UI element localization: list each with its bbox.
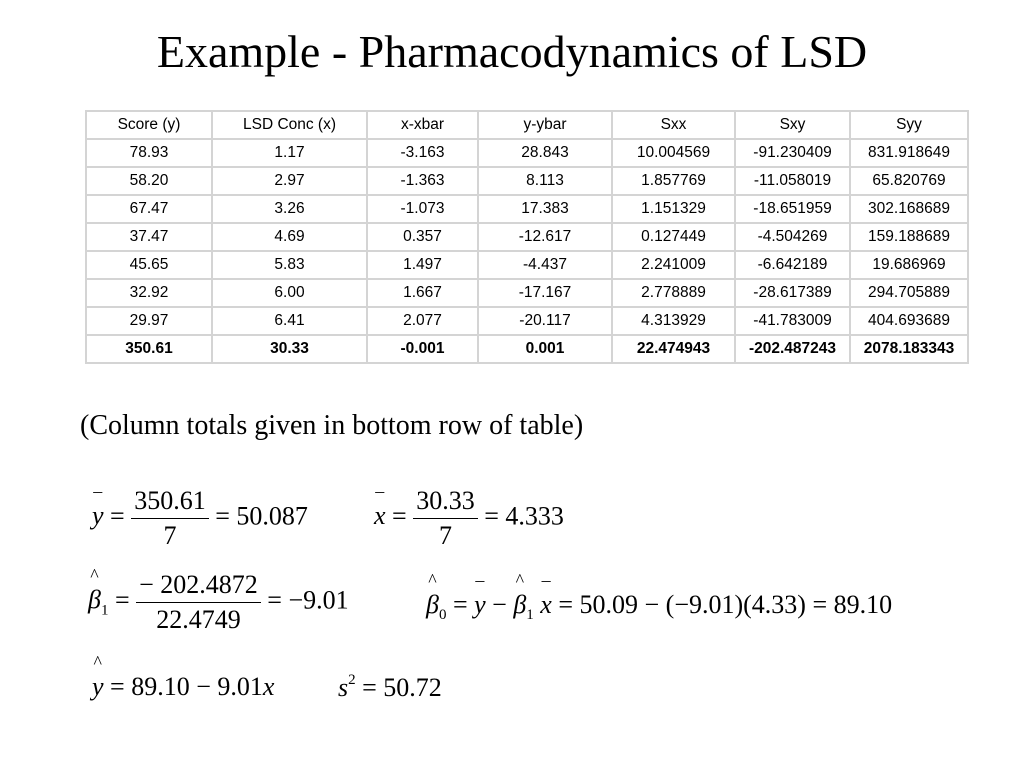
total-cell: 22.474943 [612,335,735,363]
table-cell: 2.778889 [612,279,735,307]
beta1-subscript: 1 [526,607,534,623]
xbar-symbol [374,481,386,531]
beta0-rhs: = 50.09 − (−9.01)(4.33) = 89.10 [558,590,893,619]
table-cell: -1.363 [367,167,478,195]
var-x: x [374,501,386,531]
table-cell: 2.241009 [612,251,735,279]
var-x: x [540,590,552,619]
equals-sign: = [392,501,407,531]
table-cell: -18.651959 [735,195,850,223]
table-cell: 4.69 [212,223,367,251]
regression-equation [92,652,275,702]
slide-title: Example - Pharmacodynamics of LSD [156,26,868,77]
table-cell: 1.17 [212,139,367,167]
total-cell: -0.001 [367,335,478,363]
hat-mark: ^ [93,652,102,672]
fraction-numerator: 30.33 [413,486,478,519]
table-cell: 17.383 [478,195,612,223]
header-syy: Syy [850,111,968,139]
table-cell: 1.857769 [612,167,735,195]
header-score: Score (y) [86,111,212,139]
var-s: s [338,673,349,702]
table-row [86,251,968,279]
table-cell: 0.357 [367,223,478,251]
table-cell: 2.97 [212,167,367,195]
table-cell: -41.783009 [735,307,850,335]
table-cell: 29.97 [86,307,212,335]
table-cell: 8.113 [478,167,612,195]
bar-mark: – [541,570,551,590]
total-cell: -202.487243 [735,335,850,363]
minus-sign: − [492,590,507,619]
table-row [86,223,968,251]
xbar-equation [374,481,564,551]
table-cell: 6.41 [212,307,367,335]
table-cell: 1.667 [367,279,478,307]
xbar-symbol [540,570,552,620]
table-cell: 6.00 [212,279,367,307]
total-cell: 350.61 [86,335,212,363]
fraction-denominator: 7 [163,521,177,550]
beta0-equation [426,570,893,624]
bar-mark: – [93,481,103,502]
table-cell: 1.151329 [612,195,735,223]
beta1-subscript: 1 [100,602,109,619]
fraction-denominator: 7 [438,521,452,550]
hat-mark: ^ [90,565,99,586]
table-row [86,279,968,307]
table-cell: 78.93 [86,139,212,167]
table-cell: -17.167 [478,279,612,307]
table-cell: 302.168689 [850,195,968,223]
table-cell: 32.92 [86,279,212,307]
xbar-result: = 4.333 [484,501,564,531]
s-superscript: 2 [348,672,356,688]
table-cell: -91.230409 [735,139,850,167]
beta0-hat-symbol [426,570,439,620]
table-cell: 45.65 [86,251,212,279]
header-sxy: Sxy [735,111,850,139]
table-cell: 1.497 [367,251,478,279]
header-x-xbar: x-xbar [367,111,478,139]
bar-mark: – [375,481,385,502]
beta-symbol: β [88,585,101,615]
column-totals-note: (Column totals given in bottom row of table) [80,410,584,441]
var-y: y [92,672,104,701]
beta-symbol: β [513,590,527,619]
fraction-denominator: 22.4749 [156,605,241,634]
table-cell: -28.617389 [735,279,850,307]
var-y: y [92,501,104,531]
table-row [86,167,968,195]
table-cell: -20.117 [478,307,612,335]
table-cell: 4.313929 [612,307,735,335]
table-cell: 404.693689 [850,307,968,335]
beta1-equation [88,565,349,635]
table-cell: 294.705889 [850,279,968,307]
table-cell: 10.004569 [612,139,735,167]
total-cell: 30.33 [212,335,367,363]
total-cell: 2078.183343 [850,335,968,363]
ybar-symbol [474,570,486,620]
var-x: x [262,672,275,701]
table-cell: 0.127449 [612,223,735,251]
table-cell: 65.820769 [850,167,968,195]
variance-equation [338,672,442,703]
table-row [86,139,968,167]
table-cell: 831.918649 [850,139,968,167]
table-cell: -12.617 [478,223,612,251]
fraction-numerator: − 202.4872 [136,570,261,603]
ybar-fraction [131,486,209,551]
beta-symbol: β [426,590,439,619]
equals-sign: = [452,590,468,619]
beta1-result: = −9.01 [267,585,349,615]
table-cell: -11.058019 [735,167,850,195]
table-cell: -6.642189 [735,251,850,279]
table-cell: -3.163 [367,139,478,167]
beta0-subscript: 0 [438,607,447,623]
equals-sign: = [110,501,125,531]
regression-rhs: = 89.10 − 9.01 [110,672,263,701]
hat-mark: ^ [428,570,437,590]
table-cell: 159.188689 [850,223,968,251]
fraction-numerator: 350.61 [131,486,209,519]
table-cell: -4.504269 [735,223,850,251]
bar-mark: – [475,570,485,590]
variance-rhs: = 50.72 [362,673,442,702]
yhat-symbol [92,652,104,702]
table-row [86,195,968,223]
table-cell: 37.47 [86,223,212,251]
table-cell: 28.843 [478,139,612,167]
table-cell: 2.077 [367,307,478,335]
total-cell: 0.001 [478,335,612,363]
header-y-ybar: y-ybar [478,111,612,139]
table-cell: 5.83 [212,251,367,279]
totals-row [86,335,968,363]
table-cell: -4.437 [478,251,612,279]
beta1-fraction [136,570,261,635]
hat-mark: ^ [515,570,525,590]
table-row [86,307,968,335]
var-y: y [474,590,486,619]
table-cell: 19.686969 [850,251,968,279]
table-cell: -1.073 [367,195,478,223]
header-sxx: Sxx [612,111,735,139]
ybar-symbol [92,481,104,531]
xbar-fraction [413,486,478,551]
ybar-result: = 50.087 [215,501,308,531]
header-lsd-conc: LSD Conc (x) [212,111,367,139]
table-cell: 58.20 [86,167,212,195]
table-header-row [86,111,968,139]
beta1-hat-symbol [513,570,527,620]
ybar-equation [92,481,308,551]
beta1-hat-symbol [88,565,101,615]
data-table [85,110,969,364]
equals-sign: = [114,585,130,615]
table-cell: 67.47 [86,195,212,223]
table-cell: 3.26 [212,195,367,223]
